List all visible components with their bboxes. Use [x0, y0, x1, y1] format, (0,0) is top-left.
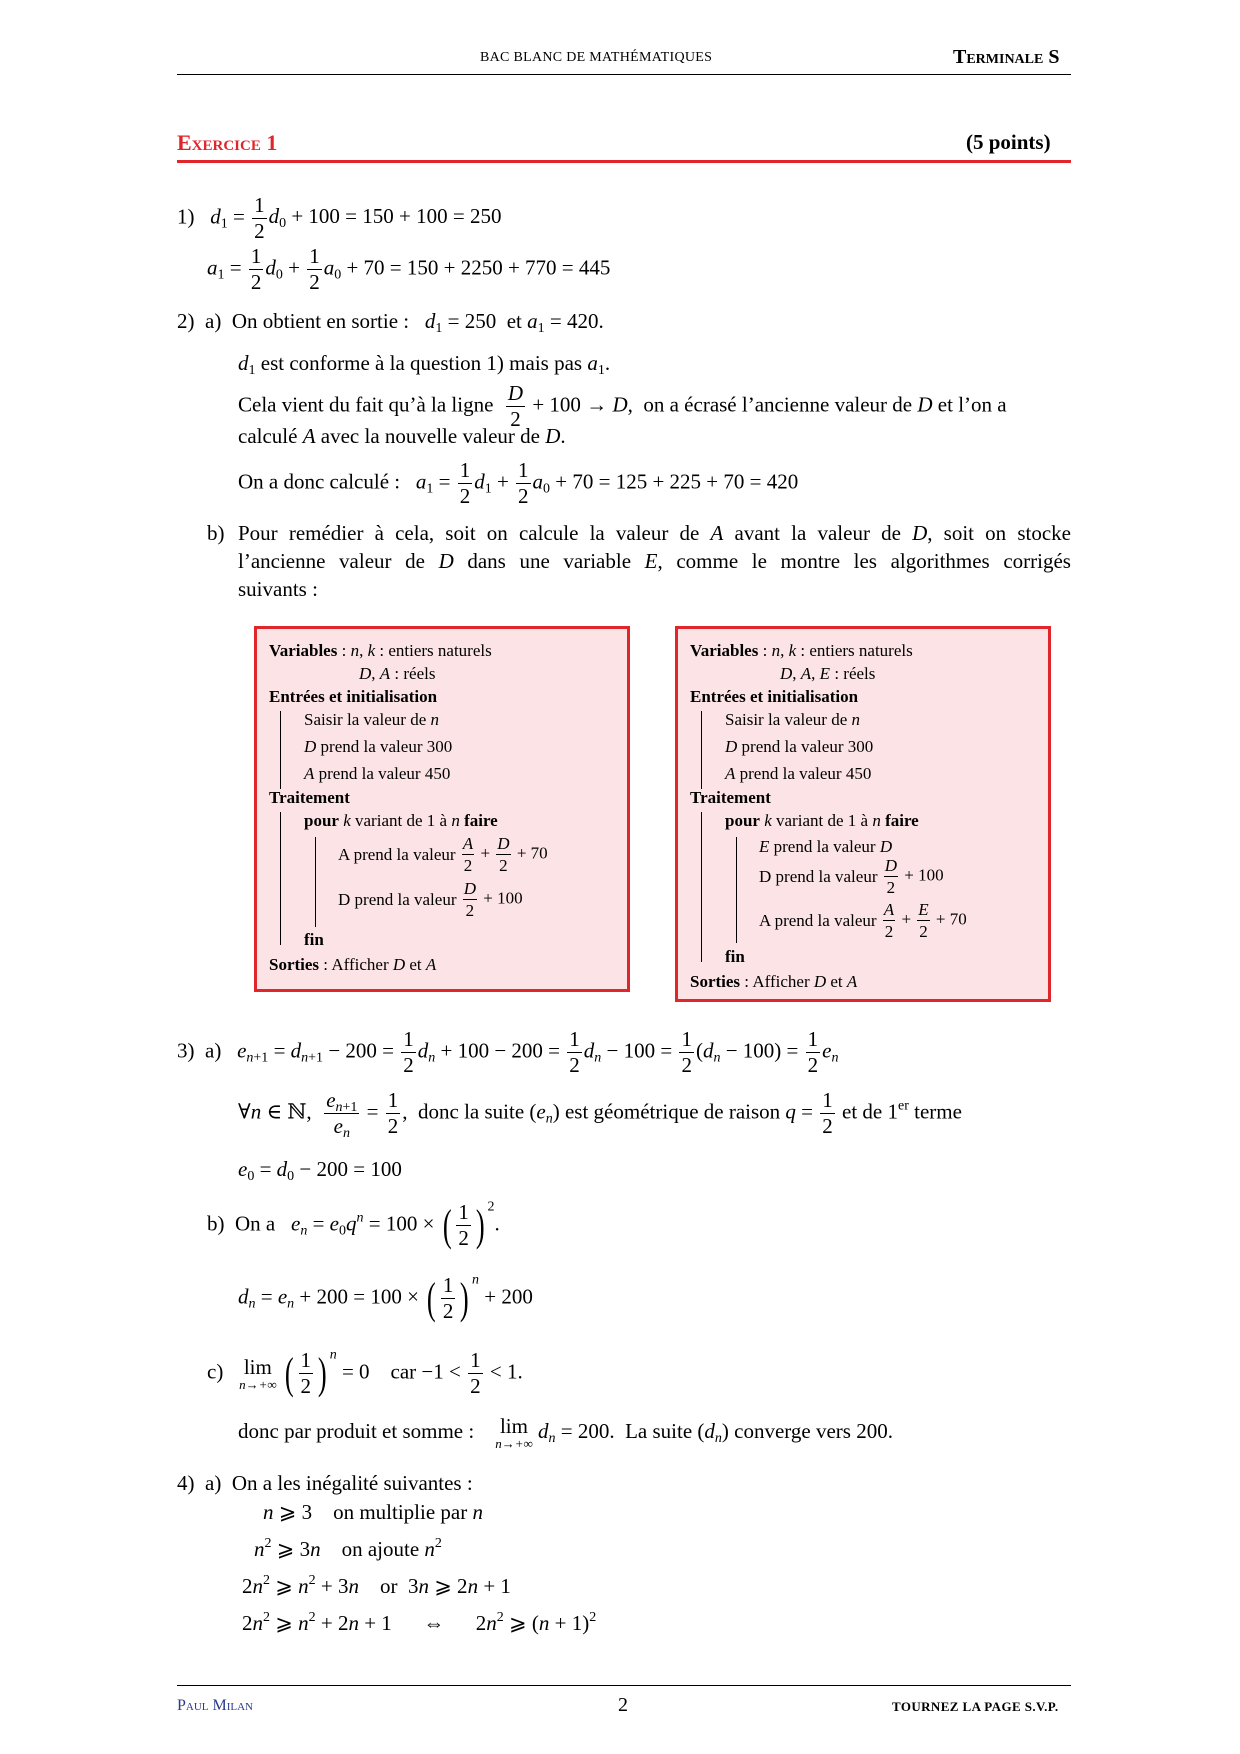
header-class-label: Terminale S — [953, 46, 1060, 68]
q1-line2: $a_1$ = $\frac{1}{2}$ $d_0$ + $\frac{1}{2}$ $a_0 + 70 = 150 + 2250 + 770 = 445$ — [207, 244, 611, 294]
algo2-sorties-label: Sorties — [690, 972, 741, 991]
q3c-line1: c) lim n→+∞ ( $\frac{1}{2}$ ) $^n$ = 0 car −1 < $\frac{1}{2}$ < 1. — [207, 1347, 523, 1398]
q1-line1: 1) $d_1$ = $\frac{1}{2}$ $d_0 + 100 = 150 + 100 = 250$ — [177, 193, 502, 243]
q3b-label: b) — [207, 1211, 225, 1236]
q3a-line2: ∀n ∈ ℕ, $\frac{e_{n+1}}{e_n}$ = $\frac{1}{2}$ , donc la suite $(e_n)$ est géométrique de raison q = $\frac{1}{2}$ et de 1er terme — [238, 1088, 962, 1141]
header-title: BAC BLANC DE MATHÉMATIQUES — [480, 50, 713, 65]
algo1-fin: fin — [304, 930, 324, 949]
q3b-line1: b) On a $e_n = e_0q^n = 100$ × ( $\frac{1}{2}$ ) $^2$. — [207, 1199, 500, 1250]
q2a-cela-line1: Cela vient du fait qu’à la ligne $\frac{D}{2}$ + 100 → D, on a écrasé l’ancienne valeur de D et l’on a — [238, 381, 1007, 431]
footer-rule — [177, 1685, 1071, 1686]
q4a-line4: $2n^2$ ⩾ $n^2 + 2n + 1$ ⇔ $2n^2$ ⩾ $(n + 1)^2$ — [242, 1610, 597, 1635]
q2a-donc-start: On a donc calculé : — [238, 469, 401, 494]
q4a-line1: n ⩾ 3 on multiplie par n — [263, 1500, 483, 1524]
algo1-a-prend: A prend la valeur — [338, 845, 456, 864]
q4a-label: a) — [205, 1471, 222, 1495]
q3b-line2: $d_n = e_n + 200 = 100$ × ( $\frac{1}{2}$ ) $^n$ + 200 — [238, 1272, 533, 1323]
q2a-cela-start: Cela vient du fait qu’à la ligne — [238, 392, 494, 417]
exercise-underline — [177, 160, 1071, 163]
q2a-cela-line2: calculé A avec la nouvelle valeur de D. — [238, 424, 566, 448]
algo1-entrees: Entrées et initialisation — [269, 687, 438, 706]
algo1-variables-label: Variables — [269, 641, 338, 660]
q3a-line1: 3) a) $e_{n+1} = d_{n+1} - 200$ = $\frac{1}{2}$ $d_n + 100 - 200$ = $\frac{1}{2}$ $d_n - 100$ = $\frac{1}{2}$ $(d_n - 100)$ = $\frac{1}{2}$ $e_n$ — [177, 1027, 839, 1077]
q2b-line2: l’ancienne valeur de D dans une variable E, comme le montre les algorithmes corrigés — [238, 549, 1071, 573]
algorithm-box-2: Variables : n, k : entiers naturels D, A, E : réels Entrées et initialisation Saisir la valeur de n D prend la valeur 300 A prend la valeur 450 Traitement pour k variant de 1 à n faire E prend la valeur D D prend la valeur $\frac{D}{2}$ + 100 A prend la valeur $\frac{A}{2}$ + $\frac{E}{2}$ + 70 fin Sorties : Afficher D et A — [675, 626, 1051, 1002]
algo2-fin: fin — [725, 947, 745, 966]
q3c-line2-start: donc par produit et somme : — [238, 1418, 475, 1443]
algo1-traitement: Traitement — [269, 788, 350, 807]
exercise-title: Exercice 1 — [177, 130, 278, 155]
algo2-pour: pour — [725, 811, 760, 830]
q4a-intro-text: On a les inégalité suivantes : — [231, 1471, 473, 1495]
q3c-label: c) — [207, 1359, 224, 1384]
algo2-d-prend: D prend la valeur — [759, 867, 878, 886]
q4a-intro — [177, 1471, 473, 1496]
algo2-entrees: Entrées et initialisation — [690, 687, 859, 706]
algo2-variables-label: Variables — [690, 641, 759, 660]
algo2-faire: faire — [885, 811, 919, 830]
q2a-sortie: 2) a) On obtient en sortie : $d_1 = 250$ et $a_1 = 420$. — [177, 309, 604, 336]
q2b-line3: suivants : — [238, 577, 318, 601]
q1-line1-rest: $d_0 + 100 = 150 + 100 = 250$ — [268, 204, 502, 232]
footer-author: Paul Milan — [177, 1697, 254, 1714]
q2b-label: b) — [207, 521, 225, 545]
q3a-label: a) — [205, 1038, 222, 1063]
q2a-donc: On a donc calculé : $a_1$ = $\frac{1}{2}$ $d_1$ + $\frac{1}{2}$ $a_0 + 70 = 125 + 225 + 70 = 420$ — [238, 458, 799, 508]
q3c-line2: donc par produit et somme : lim n→+∞ $d_n = 200$. La suite $(d_n)$ converge vers 200. — [238, 1414, 893, 1451]
header-rule — [177, 74, 1071, 75]
q3c-car: car −1 < — [390, 1359, 461, 1384]
footer-page-number: 2 — [618, 1694, 628, 1716]
q3b-on-a: On a — [235, 1211, 276, 1236]
q4-number: 4) — [177, 1471, 195, 1495]
q2a-label: a) — [205, 309, 222, 333]
footer-turn-page: TOURNEZ LA PAGE S.V.P. — [892, 1699, 1059, 1714]
q4a-line2: $n^2$ ⩾ 3n on ajoute $n^2$ — [254, 1536, 442, 1561]
exercise-points: (5 points) — [966, 130, 1051, 154]
algo1-sorties-label: Sorties — [269, 955, 320, 974]
q4a-line3: $2n^2$ ⩾ $n^2 + 3n$ or 3n ⩾ 2n + 1 — [242, 1573, 511, 1598]
algo1-faire: faire — [464, 811, 498, 830]
q2-number: 2) — [177, 309, 195, 333]
algo2-traitement: Traitement — [690, 788, 771, 807]
algorithm-box-1: Variables : n, k : entiers naturels D, A : réels Entrées et initialisation Saisir la valeur de n D prend la valeur 300 A prend la valeur 450 Traitement pour k variant de 1 à n faire A prend la valeur $\frac{A}{2}$ + $\frac{D}{2}$ + 70 D prend la valeur $\frac{D}{2}$ + 100 fin Sorties : Afficher D et A — [254, 626, 630, 992]
q3a-line3: $e_0 = d_0 - 200 = 100$ — [238, 1157, 402, 1184]
algo2-a-prend: A prend la valeur — [759, 911, 877, 930]
algo1-pour: pour — [304, 811, 339, 830]
algo1-d-prend: D prend la valeur — [338, 890, 457, 909]
q2a-sortie-text: On obtient en sortie : — [231, 309, 410, 333]
q2a-conforme: $d_1$ est conforme à la question 1) mais pas $a_1$. — [238, 351, 611, 378]
q3-number: 3) — [177, 1038, 195, 1063]
q1-number: 1) — [177, 204, 195, 229]
q2b-line1: Pour remédier à cela, soit on calcule la valeur de A avant la valeur de D, soit on stocke — [238, 521, 1071, 545]
